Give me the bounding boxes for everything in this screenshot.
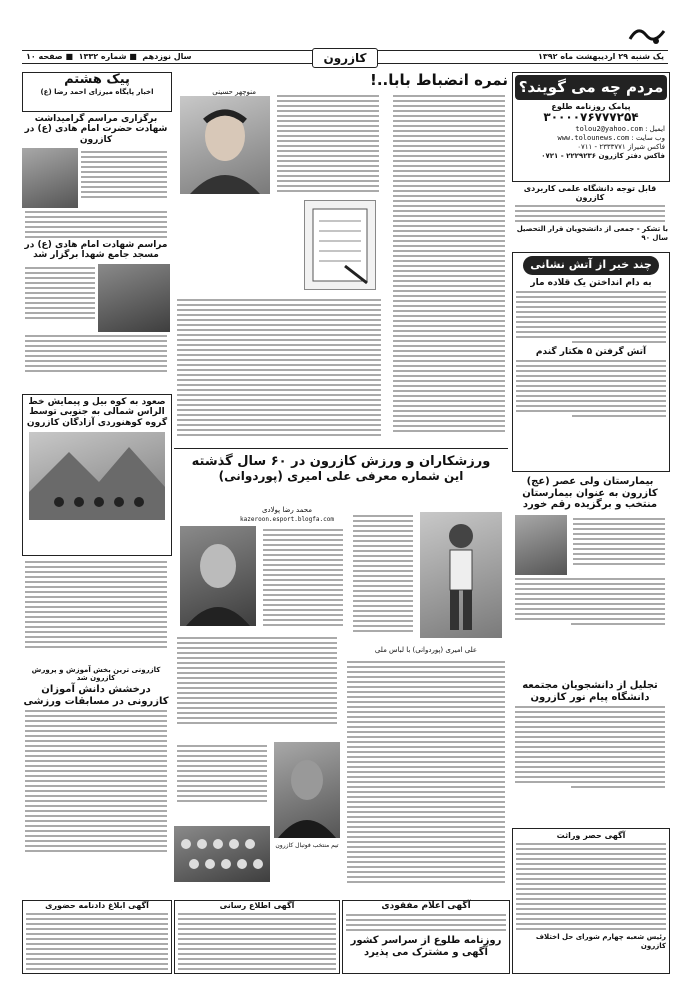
left-story-1 (22, 114, 170, 238)
email-label: ایمیل : (645, 125, 665, 134)
left-story-4 (22, 666, 170, 896)
mosque-ceremony-photo (98, 264, 170, 332)
page-number: صفحه ۱۰ (26, 52, 63, 61)
author-photo (180, 96, 270, 194)
portrait-icon (274, 742, 340, 838)
issue-date: یک شنبه ۲۹ اردیبهشت ماه ۱۳۹۲ (538, 52, 664, 61)
team-photo (174, 826, 270, 882)
left-header-sub: اخبار پایگاه میرزای احمد رضا (ع) (40, 87, 154, 96)
hospital-photo (515, 515, 567, 575)
website-address: www.tolounews.com (557, 134, 630, 143)
main-article-body (174, 92, 508, 442)
short-news-signature: با تشکر - جمعی از دانشجویان قرار التحصیل سال ۹۰ (516, 225, 668, 243)
mountain-group-photo (29, 432, 165, 520)
notice-footer: رئیس شعبه چهارم شورای حل اختلاف کازرون (535, 933, 666, 951)
team-caption: تیم منتخب فوتبال کازرون (275, 842, 339, 849)
subscribe-box (342, 900, 510, 974)
athlete-photo-young (420, 512, 502, 638)
year-label: سال نوزدهم (142, 52, 192, 61)
left-header-box (22, 72, 172, 112)
report-card-icon (305, 201, 375, 289)
kazeroon-fax: فاکس دفتر کازرون ۲۲۲۹۲۳۶ - ۰۷۲۱ (541, 152, 665, 161)
left-story-3-title: صعود به کوه بیل و پیمایش خط الراس شمالی به جنوبی توسط گروه کوهنوردی آزادگان کازرون (26, 397, 168, 428)
short-news (512, 184, 668, 246)
inheritance-notice (512, 828, 670, 974)
logo-mark-icon (626, 21, 668, 47)
students-story (512, 680, 668, 820)
left-story-3 (22, 394, 172, 556)
section-title: کازرون (312, 48, 378, 68)
hospital-story (512, 476, 668, 676)
feature-email: kazeroon.esport.blogfa.com (240, 516, 334, 523)
feature-author: محمد رضا پولادی (261, 506, 313, 514)
sports-feature-header (174, 448, 508, 505)
subscribe-title: روزنامه طلوع از سراسر کشور آگهی و مشترک می پذیرد (350, 935, 502, 958)
email-address: tolou2@yahoo.com (575, 125, 643, 134)
athlete-icon (420, 512, 502, 638)
website-row (513, 134, 669, 143)
main-article-author: منوچهر حسینی (212, 88, 256, 96)
elder-portrait (180, 526, 256, 626)
team-icon (174, 826, 270, 882)
left-story-5-title: درخشش دانش آموزان کازرونی در مسابقات ورزشی (23, 684, 169, 707)
athlete-caption: علی امیری (پوردوانی) با لباس ملی (374, 646, 478, 654)
left-story-1-title: برگزاری مراسم گرامیداشت شهادت حضرت امام هادی (ع) در کازرون (24, 114, 168, 145)
info-ad-box (174, 900, 340, 974)
left-story-2 (22, 240, 170, 390)
left-story-3-text (22, 558, 170, 658)
shiraz-fax: فاکس شیراز ۲۳۳۳۷۷۱ - ۰۷۱۱ (577, 143, 665, 152)
ad-info-title: آگهی اطلاع رسانی (219, 901, 295, 910)
website-label: وب سایت : (631, 134, 665, 143)
left-ad-title: آگهی ابلاغ دادنامه حضوری (45, 901, 149, 910)
issue-info: سال نوزدهم ■ شماره ۱۳۳۲ ■ صفحه ۱۰ (26, 52, 192, 61)
athlete-portrait (274, 742, 340, 838)
fire-news-sub2: آتش گرفتن ۵ هکتار گندم (535, 346, 647, 357)
newspaper-logo (626, 20, 668, 48)
feedback-banner: مردم چه می گویند؟ (515, 75, 667, 100)
sms-number: ۳۰۰۰۰۷۶۷۷۷۲۵۴ (543, 110, 639, 125)
left-ad-box (22, 900, 172, 974)
ad-lost-title: آگهی اعلام مفقودی (381, 901, 471, 911)
notice-title: آگهی حصر وراثت (556, 831, 626, 840)
left-story-4-title: کازرونی ترین بخش آموزش و پرورش کازرون شد (31, 666, 161, 683)
mountain-icon (29, 432, 165, 520)
portrait-icon (180, 526, 256, 626)
short-news-title: قابل توجه دانشگاه علمی کاربردی کازرون (523, 184, 657, 203)
sports-feature-subtitle: این شماره معرفی علی امیری (پوردوانی) (218, 468, 464, 483)
fire-news-title: چند خبر از آتش نشانی (523, 256, 659, 275)
ceremony-photo (22, 148, 78, 208)
portrait-icon (180, 96, 270, 194)
feedback-box (512, 72, 670, 182)
issue-number: شماره ۱۳۳۲ (78, 52, 127, 61)
fire-news-box (512, 252, 670, 472)
fire-news-sub1: به دام انداختن یک قلاده مار (530, 277, 652, 288)
left-header-title: پیک هشتم (64, 72, 130, 87)
left-story-2-title: مراسم شهادت امام هادی (ع) در مسجد جامع شهدا برگزار شد (24, 240, 168, 261)
report-card-illustration (304, 200, 376, 290)
sports-feature-title: ورزشکاران و ورزش کازرون در ۶۰ سال گذشته (191, 454, 491, 469)
students-title: تجلیل از دانشجویان مجتمعه دانشگاه پیام نور کازرون (522, 680, 658, 703)
sms-label: پیامک روزنامه طلوع (551, 102, 631, 112)
main-article-title: نمره انضباط بابا..! (370, 71, 508, 89)
hospital-title: بیمارستان ولی عصر (عج) کازرون به عنوان بیمارستان منتخب و برگزیده رقم خورد (522, 476, 658, 510)
email-row (513, 125, 669, 134)
sports-feature-body (174, 506, 508, 886)
